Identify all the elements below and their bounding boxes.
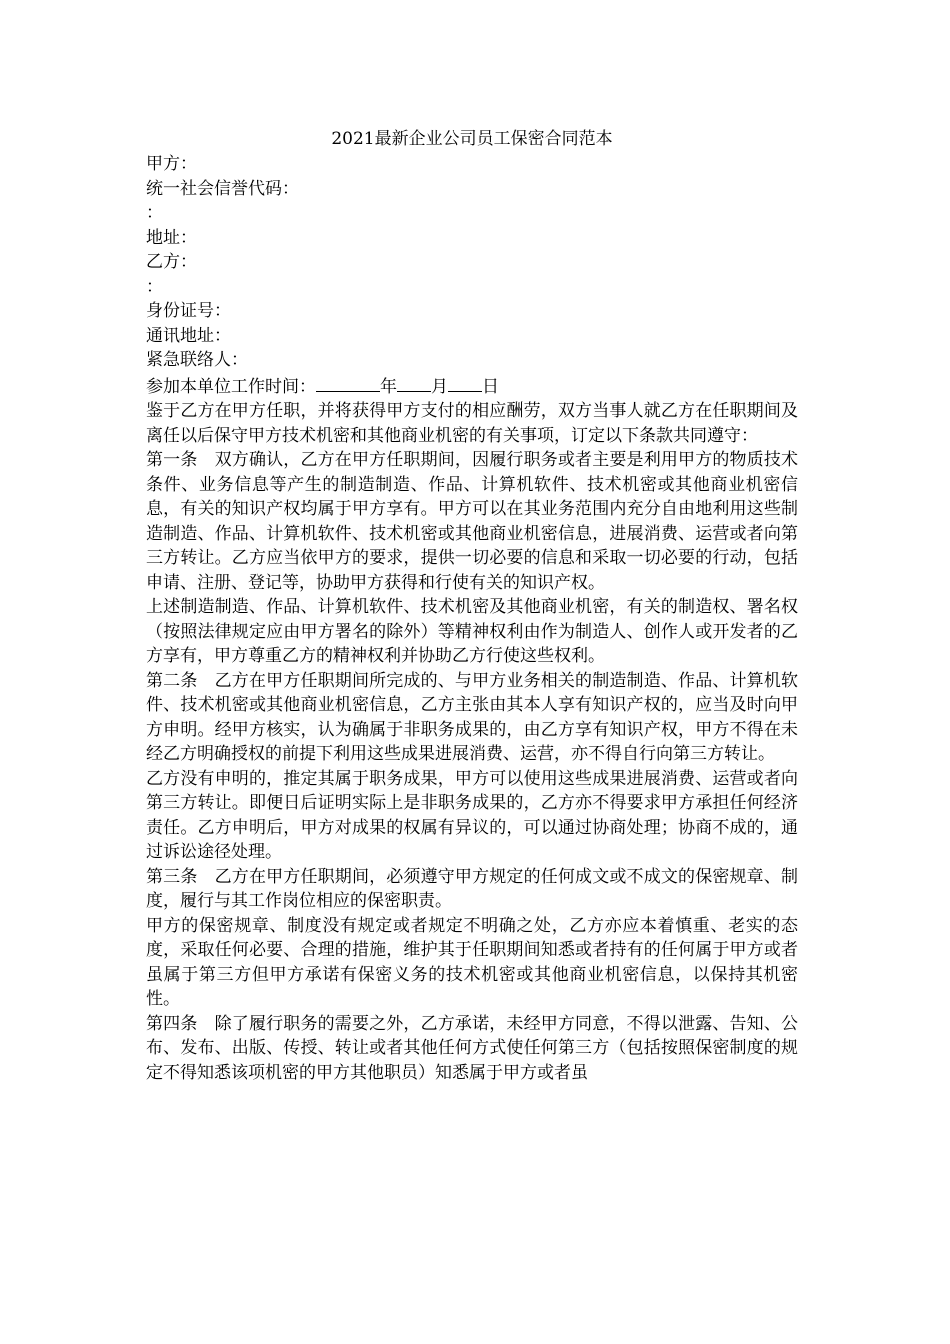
join-time-field	[146, 373, 798, 400]
year-label: 年	[380, 376, 397, 397]
month-blank	[397, 373, 431, 392]
article-3-paragraph: 第三条 乙方在甲方任职期间，必须遵守甲方规定的任何成文或不成文的保密规章、制度，履行与其工作岗位相应的保密职责。	[146, 866, 798, 911]
article-2-paragraph: 第二条 乙方在甲方任职期间所完成的、与甲方业务相关的制造制造、作品、计算机软件、技术机密或其他商业机密信息，乙方主张由其本人享有知识产权的，应当及时向甲方申明。经甲方核实，认为确属于非职务成果的，由乙方享有知识产权，甲方不得在未经乙方明确授权的前提下利用这些成果进展消费、运营，亦不得自行向第三方转让。	[146, 670, 798, 764]
colon-line: ：	[146, 203, 163, 223]
document-title: 2021最新企业公司员工保密合同范本	[331, 129, 613, 149]
address-field: 地址：	[146, 227, 197, 248]
document-page	[146, 126, 798, 1085]
month-label: 月	[431, 376, 448, 397]
credit-code-field: 统一社会信誉代码：	[146, 178, 299, 199]
article-1-continued-paragraph: 上述制造制造、作品、计算机软件、技术机密及其他商业机密，有关的制造权、署名权（按照法律规定应由甲方署名的除外）等精神权利由作为制造人、创作人或开发者的乙方享有，甲方尊重乙方的精神权利并协助乙方行使这些权利。	[146, 597, 798, 666]
article-2-continued-paragraph: 乙方没有申明的，推定其属于职务成果，甲方可以使用这些成果进展消费、运营或者向第三方转让。即便日后证明实际上是非职务成果的，乙方亦不得要求甲方承担任何经济责任。乙方申明后，甲方对成果的权属有异议的，可以通过协商处理；协商不成的，通过诉讼途径处理。	[146, 768, 798, 862]
article-3-continued-paragraph: 甲方的保密规章、制度没有规定或者规定不明确之处，乙方亦应本着慎重、老实的态度，采取任何必要、合理的措施，维护其于任职期间知悉或者持有的任何属于甲方或者虽属于第三方但甲方承诺有保密义务的技术机密或其他商业机密信息，以保持其机密性。	[146, 915, 798, 1009]
id-number-field: 身份证号：	[146, 301, 231, 321]
emergency-contact-field: 紧急联络人：	[146, 350, 248, 370]
colon-line: ：	[146, 276, 163, 297]
party-a-field: 甲方：	[146, 154, 197, 174]
preamble-paragraph: 鉴于乙方在甲方任职，并将获得甲方支付的相应酬劳，双方当事人就乙方在任职期间及离任以后保守甲方技术机密和其他商业机密的有关事项，订定以下条款共同遵守：	[146, 401, 798, 446]
year-blank	[316, 373, 380, 392]
join-time-label: 参加本单位工作时间：	[146, 376, 316, 397]
article-1-paragraph: 第一条 双方确认，乙方在甲方任职期间，因履行职务或者主要是利用甲方的物质技术条件、业务信息等产生的制造制造、作品、计算机软件、技术机密或其他商业机密信息，有关的知识产权均属于甲方享有。甲方可以在其业务范围内充分自由地利用这些制造制造、作品、计算机软件、技术机密或其他商业机密信息，进展消费、运营或者向第三方转让。乙方应当依甲方的要求，提供一切必要的信息和采取一切必要的行动，包括申请、注册、登记等，协助甲方获得和行使有关的知识产权。	[146, 450, 798, 593]
day-label: 日	[482, 376, 499, 397]
party-b-field: 乙方：	[146, 252, 197, 272]
day-blank	[448, 373, 482, 392]
article-4-paragraph: 第四条 除了履行职务的需要之外，乙方承诺，未经甲方同意，不得以泄露、告知、公布、发布、出版、传授、转让或者其他任何方式使任何第三方（包括按照保密制度的规定不得知悉该项机密的甲方其他职员）知悉属于甲方或者虽	[146, 1013, 798, 1083]
mail-address-field: 通讯地址：	[146, 325, 231, 346]
